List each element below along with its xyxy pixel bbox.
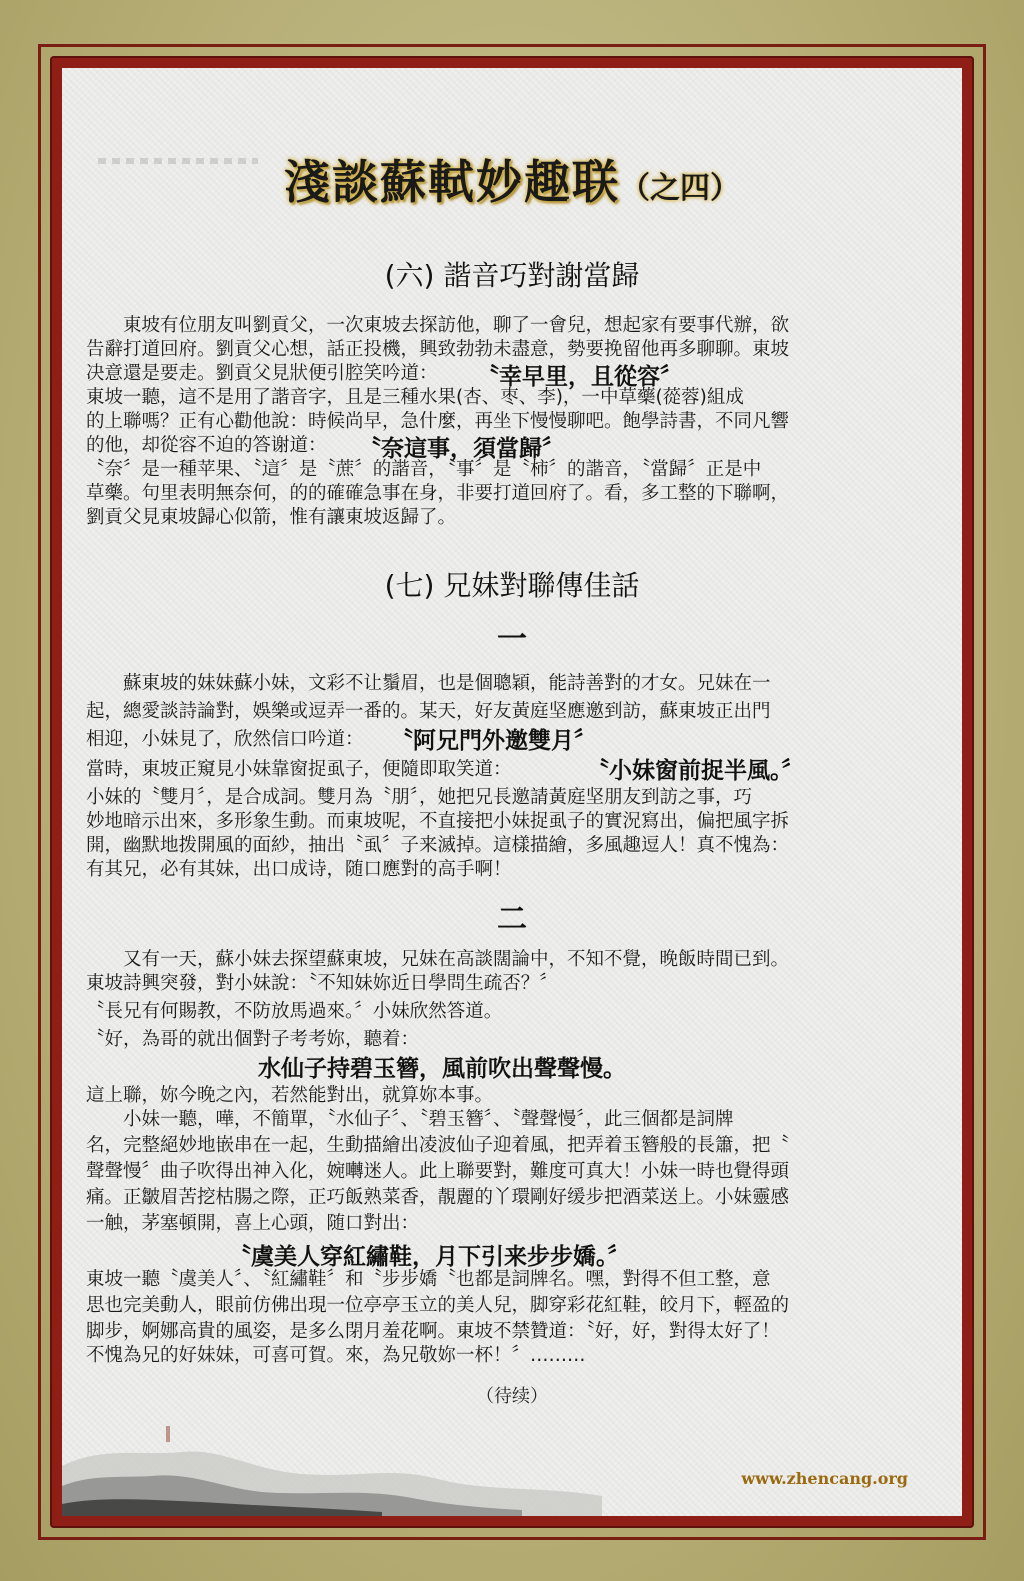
paragraph-line: 不愧為兄的好妹妹，可喜可賀。來，為兄敬妳一杯！〞………: [86, 1345, 586, 1366]
couplet-verse: 〝虞美人穿紅繡鞋，月下引来步步嬌。〞: [228, 1243, 631, 1270]
part-numeral-1: 一: [497, 622, 527, 657]
title-main: 淺談蘇軾妙趣联: [284, 155, 620, 209]
paragraph-line: 有其兄，必有其妹，出口成诗，随口應對的高手啊！: [86, 859, 512, 880]
paragraph-line: 聲聲慢〞曲子吹得出神入化，婉囀迷人。此上聯要對，難度可真大！小妹一時也覺得頭: [86, 1161, 790, 1182]
paragraph-line: 告辭打道回府。劉貢父心想，話正投機，興致勃勃未盡意，勢要挽留他再多聊聊。東坡: [86, 339, 790, 360]
paragraph-line: 妙地暗示出來，多形象生動。而東坡呢，不直接把小妹捉虱子的實況寫出，偏把風字拆: [86, 811, 790, 832]
paragraph-line: 决意還是要走。劉貢父見狀便引腔笑吟道：: [86, 363, 438, 384]
paragraph-line: 思也完美動人，眼前仿佛出現一位亭亭玉立的美人兒，脚穿彩花紅鞋，皎月下，輕盈的: [86, 1295, 790, 1316]
page-title: [62, 146, 962, 212]
couplet-verse: 〝阿兄門外邀雙月〞: [390, 727, 597, 754]
part-numeral-2: 二: [497, 902, 527, 937]
couplet-verse: 〝幸早里，且從容〞: [476, 363, 683, 390]
paragraph-line: 小妹一聽，嘩，不簡單，〝水仙子〞、〝碧玉簪〞、〝聲聲慢〞，此三個都是詞牌: [86, 1109, 734, 1130]
website-watermark: www.zhencang.org: [741, 1469, 908, 1488]
paragraph-line: 又有一天，蘇小妹去探望蘇東坡，兄妹在高談闊論中，不知不覺，晚飯時間已到。: [86, 949, 790, 970]
couplet-verse: 水仙子持碧玉簪，風前吹出聲聲慢。: [258, 1055, 626, 1082]
paragraph-line: 起，總愛談詩論對，娛樂或逗弄一番的。某天，好友黃庭坚應邀到訪，蘇東坡正出門: [86, 701, 771, 722]
paragraph-line: 蘇東坡的妹妹蘇小妹，文彩不让鬚眉，也是個聰穎，能詩善對的才女。兄妹在一: [86, 673, 771, 694]
paragraph-line: 當時，東坡正窺見小妹靠窗捉虱子，便隨即取笑道：: [86, 759, 512, 780]
couplet-verse: 〝小妹窗前捉半風。〞: [586, 757, 805, 784]
section-heading-7: (七) 兄妹對聯傳佳話: [384, 569, 640, 602]
paragraph-line: 東坡有位朋友叫劉貢父，一次東坡去探訪他，聊了一會兒，想起家有要事代辦，欲: [86, 315, 790, 336]
paper-panel: [62, 68, 962, 1516]
paragraph-line: 東坡一聽〝虞美人〞、〝紅繡鞋〞和〝步步嬌〝也都是詞牌名。嘿，對得不但工整，意: [86, 1269, 771, 1290]
couplet-verse: 〝奈這事，須當歸〞: [358, 435, 565, 462]
paragraph-line: 〝奈〞是一種苹果、〝這〞是〝蔗〞的諧音，〝事〞是〝柿〞的諧音，〝當歸〞正是中: [86, 459, 762, 480]
to-be-continued: （待续）: [476, 1386, 548, 1407]
title-sub: （之四）: [620, 171, 740, 206]
paragraph-line: 東坡詩興突發，對小妹說：〝不知妹妳近日學問生疏否？〞: [86, 973, 558, 994]
paragraph-line: 東坡一聽，這不是用了諧音字，且是三種水果(杏、枣、李)，一中草藥(蓯蓉)組成: [86, 387, 744, 408]
section-heading-6: (六) 諧音巧對謝當歸: [384, 259, 640, 292]
paragraph-line: 草藥。句里表明無奈何，的的確確急事在身，非要打道回府了。看，多工整的下聯啊，: [86, 483, 790, 504]
paragraph-line: 一触，茅塞頓開，喜上心頭，随口對出：: [86, 1213, 420, 1234]
paragraph-line: 脚步，婀娜高貴的風姿，是多么閉月羞花啊。東坡不禁贊道：〝好，好，對得太好了！: [86, 1321, 780, 1342]
paragraph-line: 這上聯，妳今晚之內，若然能對出，就算妳本事。: [86, 1085, 494, 1106]
paragraph-line: 〝好，為哥的就出個對子考考妳，聽着：: [86, 1029, 420, 1050]
paragraph-line: 開，幽默地拨開風的面紗，抽出〝虱〞子来滅掉。這樣描繪，多風趣逗人！真不愧為：: [86, 835, 790, 856]
paragraph-line: 〝長兄有何賜教，不防放馬過來。〞小妹欣然答道。: [86, 1001, 503, 1022]
paragraph-line: 的上聯嗎？正有心勸他說：時候尚早，急什麼，再坐下慢慢聊吧。飽學詩書，不同凡響: [86, 411, 790, 432]
paragraph-line: 痛。正皺眉苦挖枯腸之際，正巧飯熟菜香，靚麗的丫環剛好缓步把酒菜送上。小妹靈感: [86, 1187, 790, 1208]
paragraph-line: 劉貢父見東坡歸心似箭，惟有讓東坡返歸了。: [86, 507, 457, 528]
paragraph-line: 的他，却從容不迫的答谢道：: [86, 435, 327, 456]
paragraph-line: 小妹的〝雙月〞，是合成詞。雙月為〝朋〞，她把兄長邀請黃庭坚朋友到訪之事，巧: [86, 787, 753, 808]
paragraph-line: 相迎，小妹見了，欣然信口吟道：: [86, 729, 364, 750]
paragraph-line: 名，完整絕妙地嵌串在一起，生動描繪出凌波仙子迎着風，把弄着玉簪般的長簫，把〝: [86, 1135, 790, 1156]
